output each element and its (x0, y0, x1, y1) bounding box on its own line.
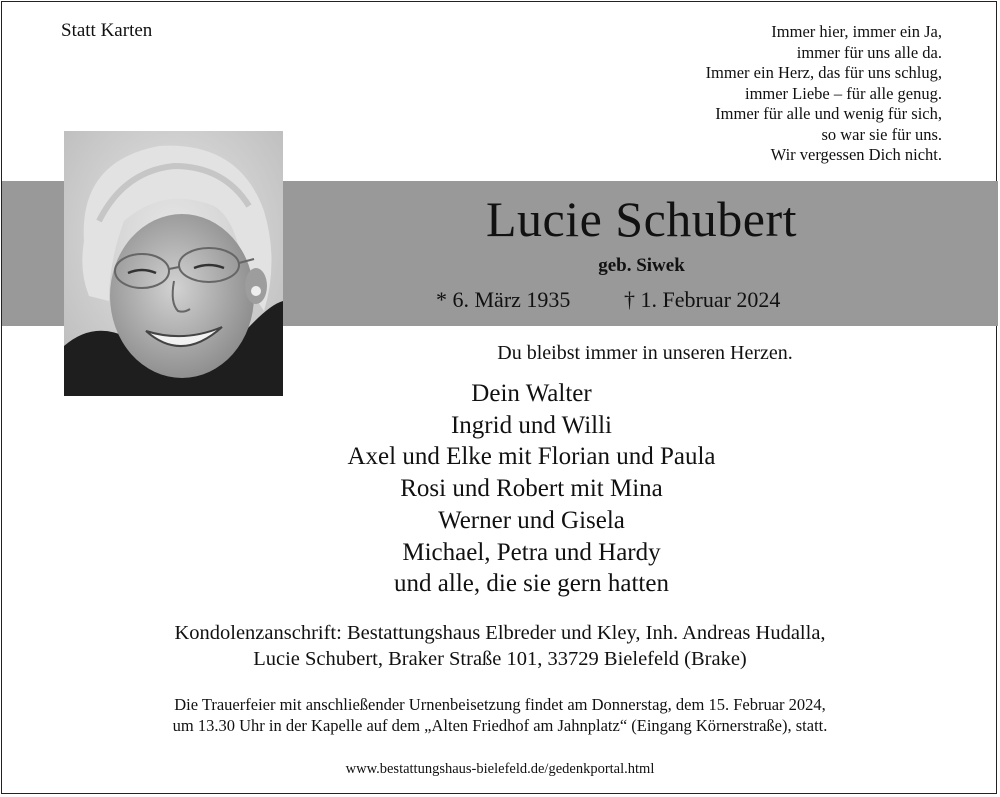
poem-line: Immer hier, immer ein Ja, (771, 22, 942, 41)
poem (706, 22, 942, 166)
memorial-message: Du bleibst immer in unseren Herzen. (497, 342, 793, 364)
statt-karten-label: Statt Karten (61, 20, 153, 41)
portrait-photo (64, 131, 283, 396)
birth-name: geb. Siwek (598, 255, 685, 276)
condolence-address (0, 620, 1000, 672)
poem-line: so war sie für uns. (821, 124, 942, 144)
poem-line: Wir vergessen Dich nicht. (770, 145, 942, 164)
family-line: Rosi und Robert mit Mina (400, 475, 663, 503)
poem-line: immer Liebe – für alle genug. (744, 83, 942, 103)
poem-line: immer für uns alle da. (796, 42, 942, 62)
portrait-illustration (64, 131, 283, 396)
condolence-line: Lucie Schubert, Braker Straße 101, 33729 Bielefeld (Brake) (253, 648, 747, 670)
birth-date: * 6. März 1935 (436, 287, 571, 312)
ceremony-line: Die Trauerfeier mit anschließender Urnenbeisetzung findet am Donnerstag, dem 15. Februar 2024, (174, 695, 826, 714)
deceased-name: Lucie Schubert (485, 191, 798, 247)
ceremony-line: um 13.30 Uhr in der Kapelle auf dem „Alten Friedhof am Jahnplatz“ (Eingang Körnerstraße), statt. (172, 716, 828, 735)
family-line: Dein Walter (471, 380, 592, 407)
family-list (283, 378, 780, 600)
memorial-portal-link[interactable]: www.bestattungshaus-bielefeld.de/gedenkportal.html (345, 761, 655, 777)
condolence-line: Kondolenzanschrift: Bestattungshaus Elbreder und Kley, Inh. Andreas Hudalla, (174, 622, 826, 644)
poem-line: Immer für alle und wenig für sich, (715, 104, 942, 123)
poem-line: Immer ein Herz, das für uns schlug, (705, 63, 942, 82)
family-line: Axel und Elke mit Florian und Paula (347, 443, 716, 471)
family-line: Michael, Petra und Hardy (402, 538, 661, 566)
family-line: Werner und Gisela (438, 506, 625, 534)
family-line: Ingrid und Willi (450, 411, 613, 439)
family-line: und alle, die sie gern hatten (394, 570, 669, 598)
funeral-ceremony-info (0, 694, 1000, 736)
death-date: † 1. Februar 2024 (624, 287, 781, 312)
